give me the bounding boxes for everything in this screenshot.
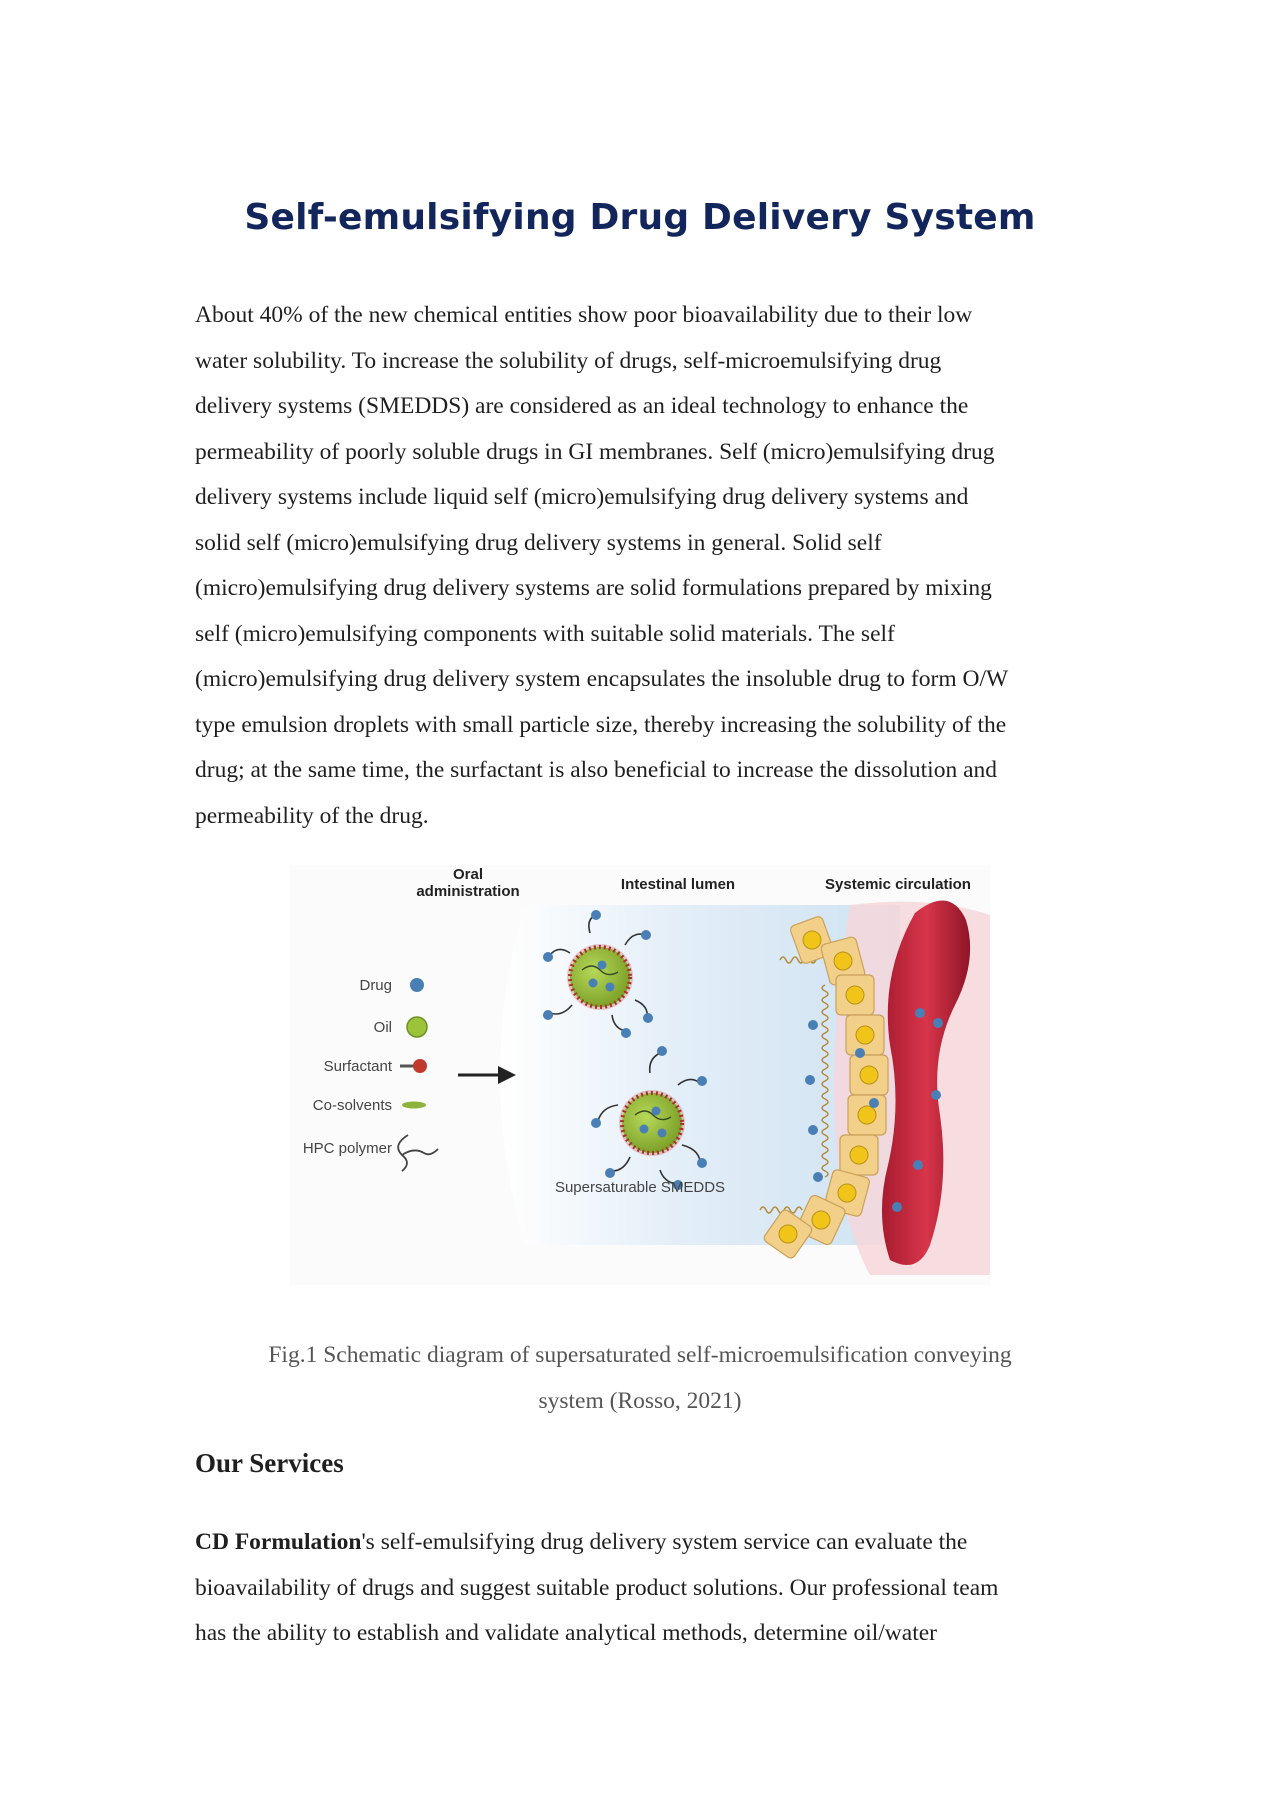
intro-line: (micro)emulsifying drug delivery systems are solid formulations prepared by mixing bbox=[195, 575, 992, 601]
intro-line: drug; at the same time, the surfactant is also beneficial to increase the dissolution and bbox=[195, 757, 998, 783]
smedds-schematic-figure bbox=[290, 865, 990, 1285]
header-oral-line2: administration bbox=[416, 883, 520, 900]
legend-cosolvents-icon bbox=[402, 1102, 426, 1109]
intro-line: solid self (micro)emulsifying drug delivery systems in general. Solid self bbox=[195, 529, 882, 556]
services-line: bioavailability of drugs and suggest suitable product solutions. Our professional team bbox=[195, 1574, 999, 1601]
intro-line: self (micro)emulsifying components with suitable solid materials. The self bbox=[195, 620, 895, 647]
page-title: Self-emulsifying Drug Delivery System bbox=[244, 197, 1036, 238]
services-heading: Our Services bbox=[195, 1448, 344, 1478]
intro-line: delivery systems include liquid self (micro)emulsifying drug delivery systems and bbox=[195, 484, 969, 510]
caption-line: Fig.1 Schematic diagram of supersaturated self-microemulsification conveying bbox=[268, 1342, 1012, 1368]
smedds-label: Supersaturable SMEDDS bbox=[554, 1179, 726, 1196]
intro-line: type emulsion droplets with small particle size, thereby increasing the solubility of the bbox=[195, 711, 1007, 738]
intro-line: About 40% of the new chemical entities show poor bioavailability due to their low bbox=[195, 302, 973, 328]
legend-drug-label: Drug bbox=[359, 977, 392, 994]
legend-polymer-label: HPC polymer bbox=[302, 1140, 392, 1157]
services-line: 's self-emulsifying drug delivery system service can evaluate the bbox=[361, 1529, 968, 1555]
intro-line: permeability of poorly soluble drugs in GI membranes. Self (micro)emulsifying drug bbox=[195, 438, 995, 465]
header-intestinal-lumen: Intestinal lumen bbox=[620, 876, 736, 893]
header-systemic-circulation: Systemic circulation bbox=[825, 876, 971, 893]
legend-surfactant-icon bbox=[413, 1059, 427, 1073]
legend-drug-icon bbox=[410, 978, 424, 992]
legend-surfactant-label: Surfactant bbox=[323, 1058, 392, 1075]
intro-line: permeability of the drug. bbox=[195, 802, 429, 829]
legend-oil-icon bbox=[407, 1017, 427, 1037]
intro-line: water solubility. To increase the solubility of drugs, self-microemulsifying drug bbox=[195, 347, 942, 374]
intro-line: (micro)emulsifying drug delivery system encapsulates the insoluble drug to form O/W bbox=[195, 666, 1009, 692]
header-oral-line1: Oral bbox=[452, 866, 484, 883]
intro-line: delivery systems (SMEDDS) are considered as an ideal technology to enhance the bbox=[195, 393, 969, 419]
services-line: has the ability to establish and validate analytical methods, determine oil/water bbox=[195, 1620, 937, 1646]
caption-line: system (Rosso, 2021) bbox=[538, 1387, 742, 1414]
intro-paragraph bbox=[195, 293, 1095, 839]
figure-caption bbox=[195, 1333, 1085, 1424]
legend-cosolvents-label: Co-solvents bbox=[312, 1097, 392, 1114]
services-paragraph bbox=[195, 1520, 1095, 1657]
company-name: CD Formulation bbox=[195, 1529, 362, 1555]
legend-oil-label: Oil bbox=[373, 1019, 392, 1036]
